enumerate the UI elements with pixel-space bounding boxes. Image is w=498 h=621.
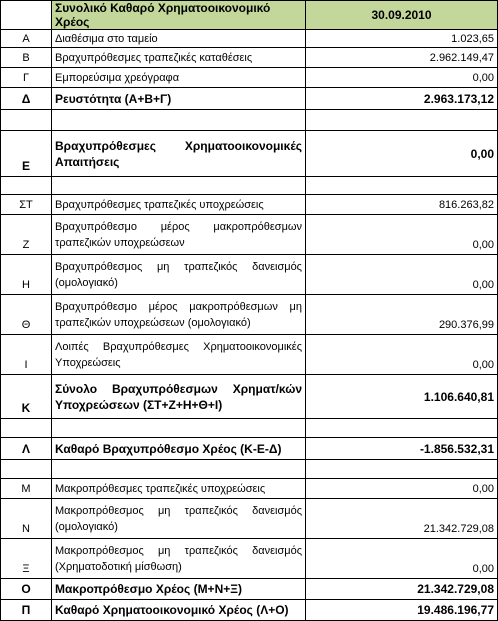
table-row <box>1 215 498 255</box>
row-code: Κ <box>1 375 52 419</box>
row-code: Α <box>1 30 52 48</box>
row-value: 0,00 <box>306 335 498 375</box>
row-code: Μ <box>1 479 52 499</box>
row-description: Βραχυπρόθεσμες τραπεζικές υποχρεώσεις <box>52 195 306 215</box>
row-code: Θ <box>1 295 52 335</box>
table-title: Συνολικό Καθαρό Χρηματοοικονομικό Χρέος <box>52 1 306 30</box>
table-row <box>1 438 498 460</box>
row-code: Ν <box>1 499 52 539</box>
row-description: Βραχυπρόθεσμο μέρος μακροπρόθεσμων τραπεζικών υποχρεώσεων <box>52 215 306 255</box>
row-description: Καθαρό Χρηματοοικονομικό Χρέος (Λ+Ο) <box>52 600 306 621</box>
row-code: Η <box>1 255 52 295</box>
spacer-row <box>1 177 498 195</box>
table-row <box>1 579 498 600</box>
row-value: 0,00 <box>306 215 498 255</box>
row-value: 0,00 <box>306 131 498 177</box>
row-value: 0,00 <box>306 479 498 499</box>
row-code: Δ <box>1 88 52 110</box>
row-code: Γ <box>1 68 52 88</box>
row-value: 2.962.149,47 <box>306 48 498 68</box>
row-code: ΣΤ <box>1 195 52 215</box>
row-description: Εμπορεύσιμα χρεόγραφα <box>52 68 306 88</box>
spacer-row <box>1 419 498 438</box>
table-row <box>1 539 498 579</box>
row-value: 0,00 <box>306 255 498 295</box>
row-value: 21.342.729,08 <box>306 499 498 539</box>
row-value: 21.342.729,08 <box>306 579 498 600</box>
table-row <box>1 30 498 48</box>
row-value: -1.856.532,31 <box>306 438 498 460</box>
table-row <box>1 88 498 110</box>
row-code: Ε <box>1 131 52 177</box>
row-description: Μακροπρόθεσμος μη τραπεζικός δανεισμός (ομολογιακό) <box>52 499 306 539</box>
row-description: Καθαρό Βραχυπρόθεσμο Χρέος (Κ-Ε-Δ) <box>52 438 306 460</box>
row-code: Λ <box>1 438 52 460</box>
table-row <box>1 195 498 215</box>
header-code-cell <box>1 1 52 30</box>
table-row <box>1 600 498 621</box>
row-code: Ι <box>1 335 52 375</box>
row-code: Β <box>1 48 52 68</box>
table-header-row <box>1 1 498 30</box>
row-description: Βραχυπρόθεσμες Χρηματοοικονομικές Απαιτήσεις <box>52 131 306 177</box>
row-value: 19.486.196,77 <box>306 600 498 621</box>
row-description: Ρευστότητα (Α+Β+Γ) <box>52 88 306 110</box>
row-value: 0,00 <box>306 539 498 579</box>
row-code: Ζ <box>1 215 52 255</box>
row-code: Π <box>1 600 52 621</box>
table-row <box>1 68 498 88</box>
row-code: Ξ <box>1 539 52 579</box>
row-description: Βραχυπρόθεσμο μέρος μακροπρόθεσμων μη τραπεζικών υποχρεώσεων (ομολογιακό) <box>52 295 306 335</box>
row-value: 1.106.640,81 <box>306 375 498 419</box>
report-date: 30.09.2010 <box>306 1 498 30</box>
row-description: Μακροπρόθεσμες τραπεζικές υποχρεώσεις <box>52 479 306 499</box>
row-description: Μακροπρόθεσμος μη τραπεζικός δανεισμός (Χρηματοδοτική μίσθωση) <box>52 539 306 579</box>
row-value: 816.263,82 <box>306 195 498 215</box>
row-description: Βραχυπρόθεσμες τραπεζικές καταθέσεις <box>52 48 306 68</box>
table-row <box>1 375 498 419</box>
spacer-row <box>1 110 498 131</box>
table-row <box>1 255 498 295</box>
table-row <box>1 479 498 499</box>
row-value: 2.963.173,12 <box>306 88 498 110</box>
row-description: Μακροπρόθεσμο Χρέος (Μ+Ν+Ξ) <box>52 579 306 600</box>
table-row <box>1 131 498 177</box>
table-row <box>1 48 498 68</box>
row-value: 290.376,99 <box>306 295 498 335</box>
row-description: Λοιπές Βραχυπρόθεσμες Χρηματοοικονομικές Υποχρεώσεις <box>52 335 306 375</box>
table-row <box>1 335 498 375</box>
row-description: Διαθέσιμα στο ταμείο <box>52 30 306 48</box>
row-description: Βραχυπρόθεσμος μη τραπεζικός δανεισμός (ομολογιακό) <box>52 255 306 295</box>
table-row <box>1 295 498 335</box>
row-value: 0,00 <box>306 68 498 88</box>
row-code: Ο <box>1 579 52 600</box>
row-description: Σύνολο Βραχυπρόθεσμων Χρηματ/κών Υποχρεώσεων (ΣΤ+Ζ+Η+Θ+Ι) <box>52 375 306 419</box>
spacer-row <box>1 460 498 479</box>
row-value: 1.023,65 <box>306 30 498 48</box>
table-row <box>1 499 498 539</box>
